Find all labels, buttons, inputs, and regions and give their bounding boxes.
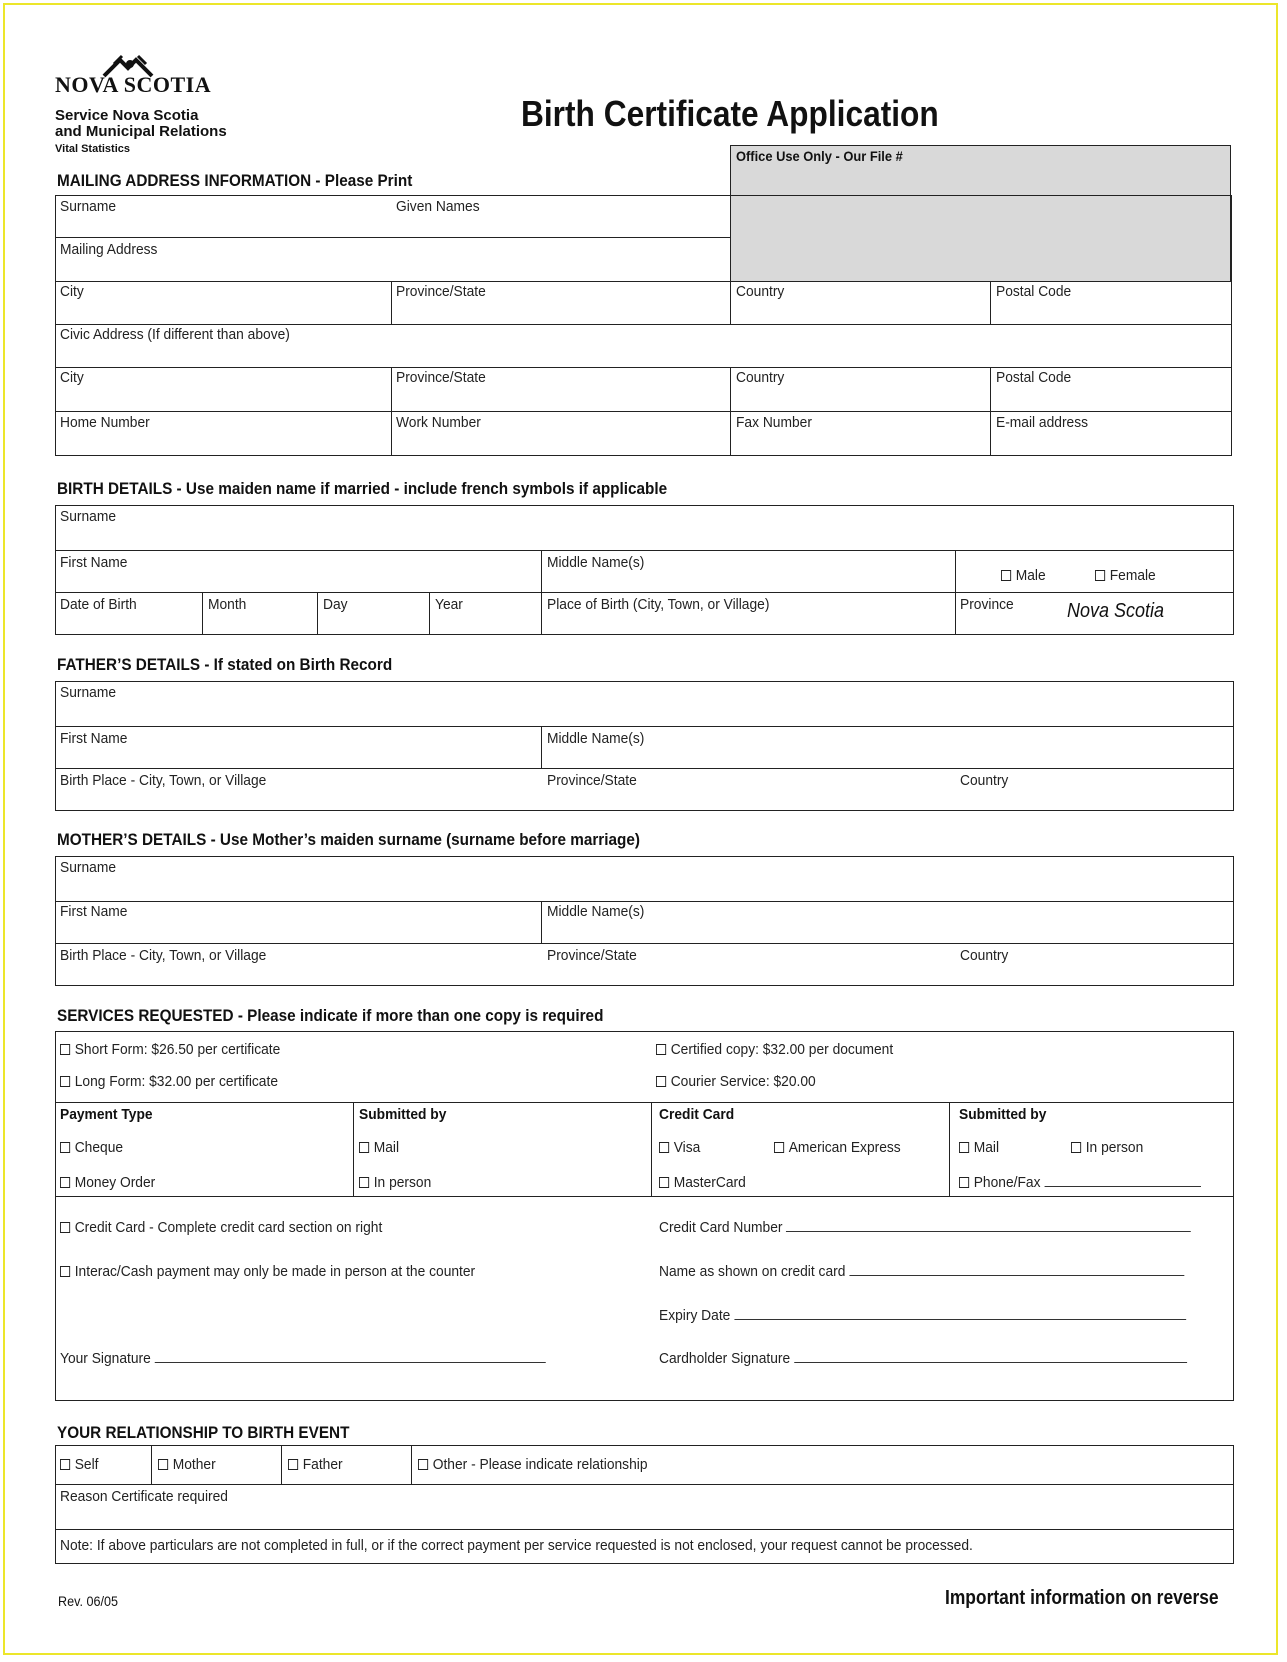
submitted-by-heading: Submitted by: [359, 1106, 447, 1123]
courier-checkbox[interactable]: Courier Service: $20.00: [656, 1073, 816, 1090]
submit-mail-checkbox[interactable]: Mail: [359, 1139, 399, 1156]
office-use-label: Office Use Only - Our File #: [736, 148, 903, 164]
relationship-heading: YOUR RELATIONSHIP TO BIRTH EVENT: [57, 1423, 350, 1442]
mother-birth-place-field[interactable]: Birth Place - City, Town, or Village: [60, 947, 267, 964]
money-order-checkbox[interactable]: Money Order: [60, 1174, 155, 1191]
checkbox-icon: [359, 1142, 369, 1153]
father-birth-place-field[interactable]: Birth Place - City, Town, or Village: [60, 772, 267, 789]
checkbox-icon: [60, 1459, 70, 1470]
mail-province-field[interactable]: Province/State: [396, 283, 486, 300]
cardholder-signature-line[interactable]: [794, 1350, 1187, 1363]
processing-note: Note: If above particulars are not completed in full, or if the correct payment per service requested is not enclosed, your request cannot be processed.: [60, 1537, 973, 1554]
phone-fax-checkbox[interactable]: Phone/Fax: [959, 1174, 1201, 1191]
cc-submitted-by-heading: Submitted by: [959, 1106, 1047, 1123]
checkbox-icon: [959, 1177, 969, 1188]
mother-country-field[interactable]: Country: [960, 947, 1009, 964]
birth-month-field[interactable]: Month: [208, 596, 247, 613]
your-signature-line[interactable]: [155, 1350, 546, 1363]
mother-table: [55, 856, 1234, 986]
cc-submit-mail-checkbox[interactable]: Mail: [959, 1139, 999, 1156]
birth-day-field[interactable]: Day: [323, 596, 348, 613]
cheque-checkbox[interactable]: Cheque: [60, 1139, 123, 1156]
checkbox-icon: [959, 1142, 969, 1153]
checkbox-icon: [60, 1222, 70, 1233]
checkbox-icon: [288, 1459, 298, 1470]
email-field[interactable]: E-mail address: [996, 414, 1089, 431]
mail-surname-field[interactable]: Surname: [60, 198, 117, 215]
father-surname-field[interactable]: Surname: [60, 684, 117, 701]
payment-type-heading: Payment Type: [60, 1106, 153, 1123]
checkbox-icon: [60, 1266, 70, 1277]
cc-complete-checkbox[interactable]: Credit Card - Complete credit card section on right: [60, 1219, 382, 1236]
name-on-card-line[interactable]: [849, 1263, 1184, 1276]
checkbox-icon: [60, 1076, 70, 1087]
dept-line-2: and Municipal Relations: [55, 123, 227, 140]
father-middle-names-field[interactable]: Middle Name(s): [547, 730, 645, 747]
amex-checkbox[interactable]: American Express: [774, 1139, 901, 1156]
checkbox-icon: [656, 1076, 666, 1087]
credit-card-heading: Credit Card: [659, 1106, 735, 1123]
birth-province-value: Nova Scotia: [1067, 600, 1165, 622]
female-checkbox[interactable]: Female: [1095, 567, 1156, 584]
mother-checkbox[interactable]: Mother: [158, 1456, 216, 1473]
long-form-checkbox[interactable]: Long Form: $32.00 per certificate: [60, 1073, 278, 1090]
checkbox-icon: [1071, 1142, 1081, 1153]
civic-address-field[interactable]: Civic Address (If different than above): [60, 326, 290, 343]
name-on-card-field[interactable]: Name as shown on credit card: [659, 1263, 1184, 1280]
father-heading: FATHER’S DETAILS - If stated on Birth Record: [57, 655, 393, 674]
male-checkbox[interactable]: Male: [1001, 567, 1046, 584]
work-number-field[interactable]: Work Number: [396, 414, 481, 431]
checkbox-icon: [359, 1177, 369, 1188]
home-number-field[interactable]: Home Number: [60, 414, 150, 431]
checkbox-icon: [656, 1044, 666, 1055]
mail-postal-code-field[interactable]: Postal Code: [996, 283, 1072, 300]
birth-surname-field[interactable]: Surname: [60, 508, 117, 525]
submit-in-person-checkbox[interactable]: In person: [359, 1174, 431, 1191]
mail-given-names-field[interactable]: Given Names: [396, 198, 480, 215]
checkbox-icon: [659, 1142, 669, 1153]
mail-city-field[interactable]: City: [60, 283, 84, 300]
certified-copy-checkbox[interactable]: Certified copy: $32.00 per document: [656, 1041, 893, 1058]
revision-label: Rev. 06/05: [58, 1593, 119, 1609]
expiry-date-field[interactable]: Expiry Date: [659, 1307, 1186, 1324]
visa-checkbox[interactable]: Visa: [659, 1139, 700, 1156]
mother-province-field[interactable]: Province/State: [547, 947, 637, 964]
civic-postal-code-field[interactable]: Postal Code: [996, 369, 1072, 386]
cc-number-line[interactable]: [786, 1219, 1191, 1232]
civic-country-field[interactable]: Country: [736, 369, 785, 386]
dept-line-1: Service Nova Scotia: [55, 107, 199, 124]
cc-submit-in-person-checkbox[interactable]: In person: [1071, 1139, 1143, 1156]
self-checkbox[interactable]: Self: [60, 1456, 99, 1473]
mother-middle-names-field[interactable]: Middle Name(s): [547, 903, 645, 920]
checkbox-icon: [158, 1459, 168, 1470]
father-first-name-field[interactable]: First Name: [60, 730, 128, 747]
checkbox-icon: [1001, 570, 1011, 581]
fax-number-field[interactable]: Fax Number: [736, 414, 812, 431]
checkbox-icon: [60, 1044, 70, 1055]
logo-wordmark: NOVA SCOTIA: [55, 72, 212, 97]
short-form-checkbox[interactable]: Short Form: $26.50 per certificate: [60, 1041, 280, 1058]
mastercard-checkbox[interactable]: MasterCard: [659, 1174, 746, 1191]
page-title: Birth Certificate Application: [521, 93, 939, 134]
checkbox-icon: [659, 1177, 669, 1188]
birth-province-label: Province: [960, 596, 1014, 613]
birth-year-field[interactable]: Year: [435, 596, 463, 613]
cc-number-field[interactable]: Credit Card Number: [659, 1219, 1191, 1236]
mother-first-name-field[interactable]: First Name: [60, 903, 128, 920]
date-of-birth-label: Date of Birth: [60, 596, 137, 613]
father-province-field[interactable]: Province/State: [547, 772, 637, 789]
birth-middle-names-field[interactable]: Middle Name(s): [547, 554, 645, 571]
checkbox-icon: [418, 1459, 428, 1470]
checkbox-icon: [774, 1142, 784, 1153]
mailing-heading: MAILING ADDRESS INFORMATION - Please Print: [57, 171, 413, 190]
mail-country-field[interactable]: Country: [736, 283, 785, 300]
mailing-address-field[interactable]: Mailing Address: [60, 241, 158, 258]
cardholder-signature-field[interactable]: Cardholder Signature: [659, 1350, 1187, 1367]
checkbox-icon: [60, 1177, 70, 1188]
other-relationship-checkbox[interactable]: Other - Please indicate relationship: [418, 1456, 648, 1473]
interac-checkbox[interactable]: Interac/Cash payment may only be made in person at the counter: [60, 1263, 475, 1280]
phone-fax-line[interactable]: [1044, 1174, 1200, 1187]
checkbox-icon: [60, 1142, 70, 1153]
civic-city-field[interactable]: City: [60, 369, 84, 386]
department-name: [55, 108, 227, 140]
birth-first-name-field[interactable]: First Name: [60, 554, 128, 571]
dept-line-3: Vital Statistics: [55, 143, 130, 155]
birth-heading: BIRTH DETAILS - Use maiden name if married - include french symbols if applicable: [57, 479, 668, 498]
mother-heading: MOTHER’S DETAILS - Use Mother’s maiden surname (surname before marriage): [57, 830, 640, 849]
expiry-date-line[interactable]: [734, 1307, 1186, 1320]
place-of-birth-field[interactable]: Place of Birth (City, Town, or Village): [547, 596, 770, 613]
reason-field[interactable]: Reason Certificate required: [60, 1488, 228, 1505]
mother-surname-field[interactable]: Surname: [60, 859, 117, 876]
checkbox-icon: [1095, 570, 1105, 581]
services-heading: SERVICES REQUESTED - Please indicate if more than one copy is required: [57, 1006, 604, 1025]
father-country-field[interactable]: Country: [960, 772, 1009, 789]
civic-province-field[interactable]: Province/State: [396, 369, 486, 386]
reverse-note: Important information on reverse: [945, 1587, 1219, 1609]
your-signature-field[interactable]: Your Signature: [60, 1350, 546, 1367]
father-checkbox[interactable]: Father: [288, 1456, 343, 1473]
